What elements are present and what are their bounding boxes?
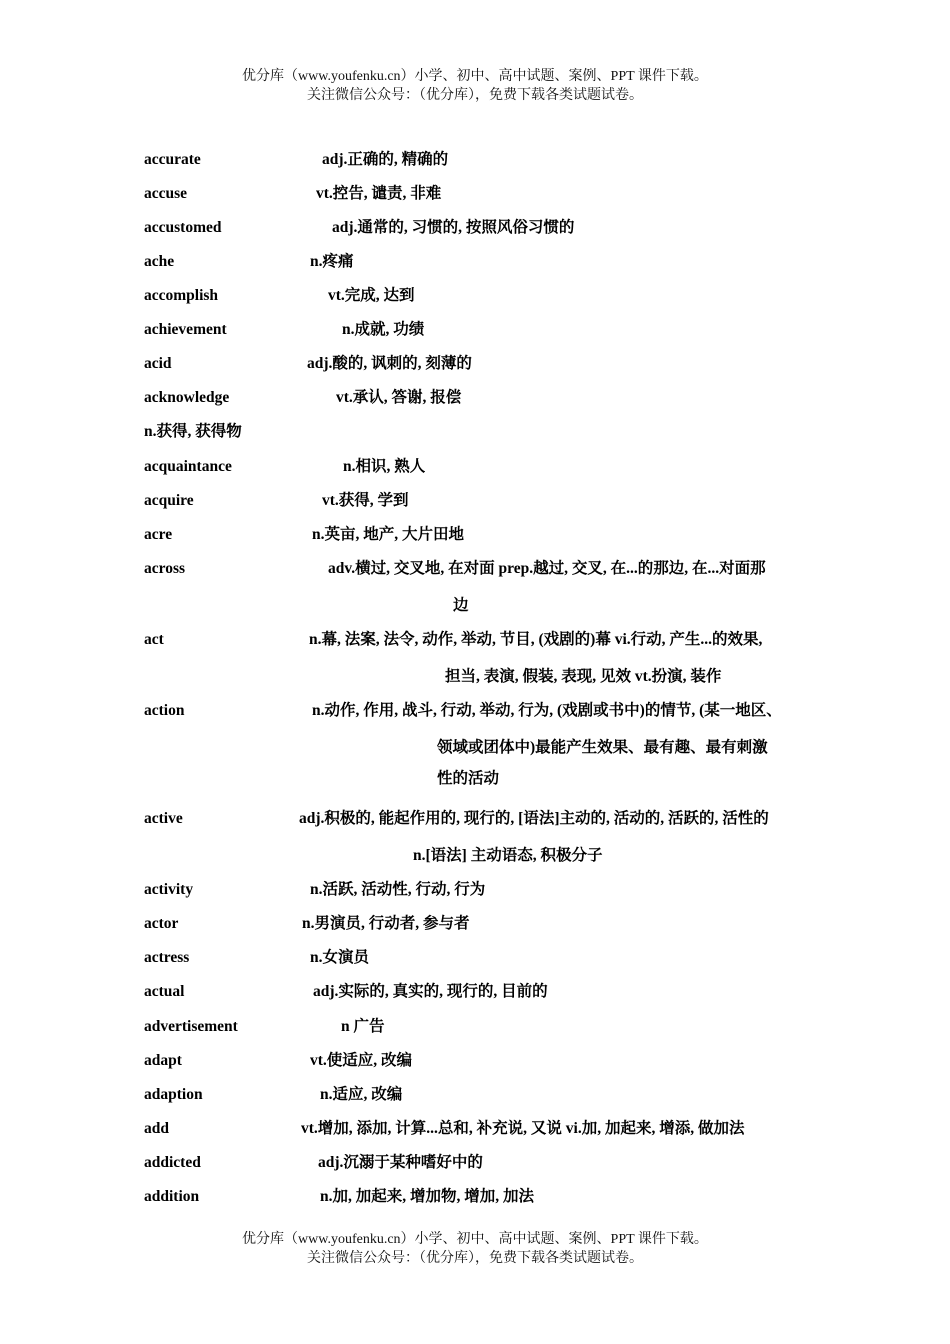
entry-definition: vt.控告, 谴责, 非难 [316, 185, 442, 202]
entry-definition: n.加, 加起来, 增加物, 增加, 加法 [320, 1188, 534, 1205]
entry-word: ache [144, 253, 175, 270]
entry-word: accustomed [144, 219, 222, 236]
entry-word: activity [144, 881, 194, 898]
entry-definition: adj.沉溺于某种嗜好中的 [318, 1154, 483, 1171]
entry-definition: adj.正确的, 精确的 [322, 151, 449, 168]
entry-definition: n 广告 [341, 1018, 385, 1035]
footer-line-2: 关注微信公众号：（优分库），免费下载各类试题试卷。 [307, 1251, 643, 1266]
entry-definition: adv.横过, 交叉地, 在对面 prep.越过, 交叉, 在...的那边, 在...对面那 [328, 560, 766, 577]
entry-word: adaption [144, 1086, 203, 1103]
entry-definition-continued: 领域或团体中)最能产生效果、最有趣、最有刺激 [437, 739, 768, 756]
entry-word: active [144, 810, 183, 827]
entry-definition-continued: 担当, 表演, 假装, 表现, 见效 vt.扮演, 装作 [445, 668, 722, 685]
entry-definition-continued: n.[语法] 主动语态, 积极分子 [413, 847, 603, 864]
entry-word: n.获得, 获得物 [144, 423, 242, 440]
entry-definition: n.幕, 法案, 法令, 动作, 举动, 节目, (戏剧的)幕 vi.行动, 产生...的效果, [309, 631, 763, 648]
header-line-1: 优分库（www.youfenku.cn）小学、初中、高中试题、案例、PPT 课件下载。 [242, 69, 708, 84]
entry-definition: vt.承认, 答谢, 报偿 [336, 389, 462, 406]
footer-line-1: 优分库（www.youfenku.cn）小学、初中、高中试题、案例、PPT 课件下载。 [242, 1232, 708, 1247]
entry-word: addition [144, 1188, 200, 1205]
entry-definition: vt.完成, 达到 [328, 287, 415, 304]
entry-definition: n.男演员, 行动者, 参与者 [302, 915, 470, 932]
entry-word: advertisement [144, 1018, 238, 1035]
entry-word: acid [144, 355, 172, 372]
entry-word: acquaintance [144, 458, 232, 475]
entry-word: accomplish [144, 287, 219, 304]
entry-definition: n.英亩, 地产, 大片田地 [312, 526, 464, 543]
entry-word: acquire [144, 492, 194, 509]
entry-definition: adj.酸的, 讽刺的, 刻薄的 [307, 355, 472, 372]
entry-word: add [144, 1120, 169, 1137]
entry-word: accuse [144, 185, 188, 202]
entry-word: actual [144, 983, 185, 1000]
entry-word: achievement [144, 321, 227, 338]
entry-word: adapt [144, 1052, 182, 1069]
entry-definition-continued: 边 [453, 597, 469, 614]
page-footer [0, 1230, 950, 1268]
entry-word: acknowledge [144, 389, 230, 406]
entry-word: accurate [144, 151, 201, 168]
entry-definition: n.适应, 改编 [320, 1086, 403, 1103]
entry-definition-continued: 性的活动 [437, 770, 500, 787]
entry-word: across [144, 560, 186, 577]
header-line-2: 关注微信公众号：（优分库），免费下载各类试题试卷。 [307, 88, 643, 103]
entry-word: act [144, 631, 164, 648]
entry-definition: vt.增加, 添加, 计算...总和, 补充说, 又说 vi.加, 加起来, 增添, 做加法 [301, 1120, 745, 1137]
entry-definition: vt.使适应, 改编 [310, 1052, 413, 1069]
entry-definition: adj.积极的, 能起作用的, 现行的, [语法]主动的, 活动的, 活跃的, 活性的 [299, 810, 769, 827]
entry-word: action [144, 702, 185, 719]
entry-definition: n.成就, 功绩 [342, 321, 425, 338]
entry-definition: n.疼痛 [310, 253, 354, 270]
entry-definition: adj.通常的, 习惯的, 按照风俗习惯的 [332, 219, 575, 236]
entry-definition: n.活跃, 活动性, 行动, 行为 [310, 881, 486, 898]
entry-definition: n.女演员 [310, 949, 369, 966]
entry-word: actress [144, 949, 190, 966]
entry-definition: n.动作, 作用, 战斗, 行动, 举动, 行为, (戏剧或书中)的情节, (某一地区、 [312, 702, 782, 719]
entry-word: actor [144, 915, 179, 932]
entry-definition: adj.实际的, 真实的, 现行的, 目前的 [313, 983, 548, 1000]
entry-definition: vt.获得, 学到 [322, 492, 409, 509]
entry-word: addicted [144, 1154, 201, 1171]
entry-definition: n.相识, 熟人 [343, 458, 426, 475]
entry-word: acre [144, 526, 173, 543]
